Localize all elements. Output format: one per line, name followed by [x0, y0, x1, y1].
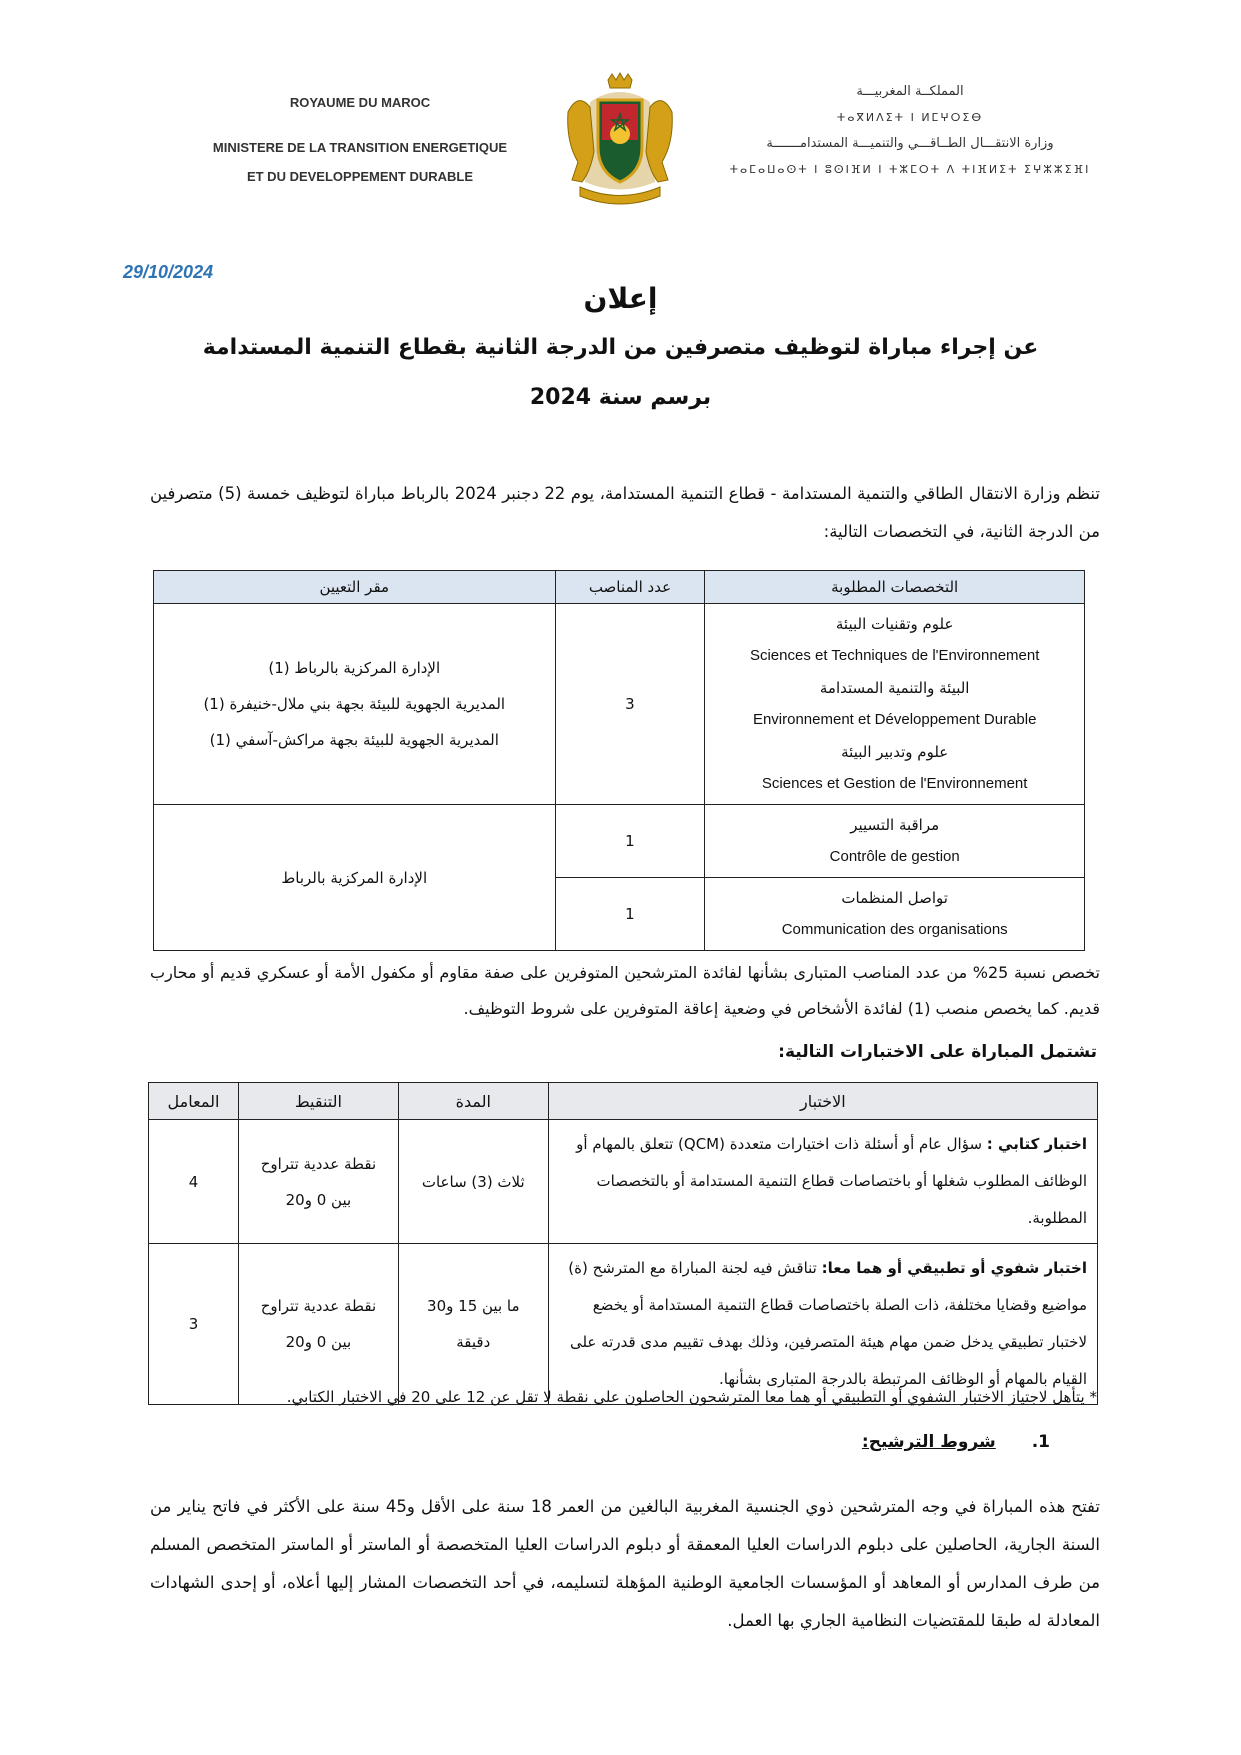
grading-cell: نقطة عددية تتراوح بين 0 و20 — [238, 1120, 398, 1244]
table-row — [154, 805, 1085, 878]
coefficient-cell: 4 — [149, 1120, 239, 1244]
ministry-name-fr-line1: MINISTERE DE LA TRANSITION ENERGETIQUE — [212, 140, 508, 155]
announcement-title: إعلان — [583, 282, 658, 315]
section-number: 1. — [1031, 1432, 1050, 1452]
count-cell: 1 — [555, 805, 705, 878]
specialty-ar: البيئة والتنمية المستدامة — [819, 679, 970, 697]
announcement-year: برسم سنة 2024 — [529, 385, 712, 410]
kingdom-name-ar: المملكــة المغربيـــة — [856, 84, 964, 99]
location-item: المديرية الجهوية للبيئة بجهة بني ملال-خنيفرة (1) — [203, 695, 506, 713]
section-title: شروط الترشيح: — [861, 1432, 996, 1452]
grading-cell: نقطة عددية تتراوح بين 0 و20 — [238, 1244, 398, 1405]
eligibility-note: * يتأهل لاجتياز الاختبار الشفوي أو التطبيقي أو هما معا المترشحون الحاصلون على نقطة لا تقل عن 12 على 20 في الاختبار الكتابي. — [286, 1388, 1097, 1406]
table-row — [154, 604, 1085, 805]
ministry-name-ar: وزارة الانتقـــال الطــاقـــي والتنميـــة المستدامـــــــة — [766, 136, 1054, 151]
ministry-name-tifinagh: ⵜⴰⵎⴰⵡⴰⵙⵜ ⵏ ⵓⵙⵏⴼⵍ ⵏ ⵜⵣⵎⵔⵜ ⴷ ⵜⵏⴼⵍⵉⵜ ⵉⵖⵣⵣⵉⴼⵏ — [729, 163, 1091, 176]
tests-table — [148, 1082, 1098, 1405]
test-description: تناقش فيه لجنة المباراة مع المترشح (ة) مواضيع وقضايا مختلفة، ذات الصلة باختصاصات قطاع التنمية المستدامة أو يخضع لاختبار تطبيقي يدخل ضمن مهام هيئة المتصرفين، وذلك بهدف تقييم مدى قدرته على القيام بالمهام أو الوظائف المرتبطة بالدرجة المتبارى بشأنها. — [568, 1259, 1087, 1388]
specialty-fr: Environnement et Développement Durable — [752, 711, 1037, 728]
location-cell: الإدارة المركزية بالرباط — [154, 805, 556, 951]
announcement-subtitle: عن إجراء مباراة لتوظيف متصرفين من الدرجة الثانية بقطاع التنمية المستدامة — [202, 335, 1039, 360]
specialty-cell — [705, 878, 1085, 951]
col-header-grading: التنقيط — [238, 1083, 398, 1120]
specialty-cell — [705, 805, 1085, 878]
conditions-paragraph: تفتح هذه المباراة في وجه المترشحين ذوي الجنسية المغربية البالغين من العمر 18 سنة على الأقل و45 سنة على الأكثر في فاتح يناير من السنة الجارية، الحاصلين على دبلوم الدراسات العليا المعمقة أو دبلوم الدراسات العليا المتخصصة أو الماستر أو الماستر المتخصص المسلم من طرف المدارس أو المعاهد أو المؤسسات الجامعية الوطنية المؤهلة لتسليمه، في أحد التخصصات المشار إليها أعلاه، أو إحدى الشهادات المعادلة له طبقا للمقتضيات النظامية الجاري بها العمل. — [150, 1497, 1100, 1630]
test-description-cell — [548, 1244, 1097, 1405]
specialty-fr: Communication des organisations — [781, 921, 1008, 938]
location-item: الإدارة المركزية بالرباط (1) — [268, 659, 441, 677]
table-row — [149, 1120, 1098, 1244]
specialty-fr: Sciences et Gestion de l'Environnement — [761, 775, 1028, 792]
moroccan-coat-of-arms-icon — [560, 72, 680, 207]
col-header-coefficient: المعامل — [149, 1083, 239, 1120]
specialty-ar: علوم وتدبير البيئة — [841, 743, 949, 761]
test-description-cell — [548, 1120, 1097, 1244]
quota-paragraph: تخصص نسبة 25% من عدد المناصب المتبارى بشأنها لفائدة المترشحين المتوفرين على صفة مقاوم أو مكفول الأمة أو عسكري قديم أو محارب قديم. كما يخصص منصب (1) لفائدة الأشخاص في وضعية إعاقة المتوفرين على شروط التوظيف. — [150, 963, 1101, 1018]
intro-paragraph: تنظم وزارة الانتقال الطاقي والتنمية المستدامة - قطاع التنمية المستدامة، يوم 22 دجنبر 2024 بالرباط مباراة لتوظيف خمسة (5) متصرفين من الدرجة الثانية، في التخصصات التالية: — [150, 484, 1101, 541]
count-cell: 3 — [555, 604, 705, 805]
document-date: 29/10/2024 — [123, 262, 214, 282]
specialty-ar: علوم وتقنيات البيئة — [835, 615, 954, 633]
kingdom-name-fr: ROYAUME DU MAROC — [289, 95, 431, 110]
table-row — [149, 1244, 1098, 1405]
duration-cell: ما بين 15 و30 دقيقة — [398, 1244, 548, 1405]
duration-cell: ثلاث (3) ساعات — [398, 1120, 548, 1244]
ministry-name-fr-line2: ET DU DEVELOPPEMENT DURABLE — [246, 169, 474, 184]
test-title: اختبار كتابي : — [986, 1135, 1087, 1153]
location-cell — [154, 604, 556, 805]
specialty-fr: Contrôle de gestion — [829, 848, 960, 865]
specialty-cell — [705, 604, 1085, 805]
count-cell: 1 — [555, 878, 705, 951]
specialty-ar: تواصل المنظمات — [841, 889, 948, 907]
positions-table — [153, 570, 1085, 951]
col-header-test: الاختبار — [548, 1083, 1097, 1120]
section-heading — [150, 1432, 1050, 1452]
table-header-row — [154, 571, 1085, 604]
col-header-location: مقر التعيين — [154, 571, 556, 604]
tests-heading: تشتمل المباراة على الاختبارات التالية: — [778, 1042, 1097, 1062]
col-header-count: عدد المناصب — [555, 571, 705, 604]
col-header-specialty: التخصصات المطلوبة — [705, 571, 1085, 604]
location-item: المديرية الجهوية للبيئة بجهة مراكش-آسفي (1) — [209, 731, 499, 749]
col-header-duration: المدة — [398, 1083, 548, 1120]
specialty-ar: مراقبة التسيير — [850, 816, 940, 834]
coefficient-cell: 3 — [149, 1244, 239, 1405]
specialty-fr: Sciences et Techniques de l'Environnement — [749, 647, 1040, 664]
test-description: سؤال عام أو أسئلة ذات اختيارات متعددة (QCM) تتعلق بالمهام أو الوظائف المطلوب شغلها أو باختصاصات قطاع التنمية المستدامة أو بالتخصصات المطلوبة. — [576, 1135, 1087, 1227]
table-header-row — [149, 1083, 1098, 1120]
header-french — [195, 95, 525, 184]
header-arabic — [700, 84, 1120, 188]
kingdom-name-tifinagh: ⵜⴰⴳⵍⴷⵉⵜ ⵏ ⵍⵎⵖⵔⵉⴱ — [836, 111, 984, 124]
test-title: اختبار شفوي أو تطبيقي أو هما معا: — [821, 1259, 1087, 1277]
